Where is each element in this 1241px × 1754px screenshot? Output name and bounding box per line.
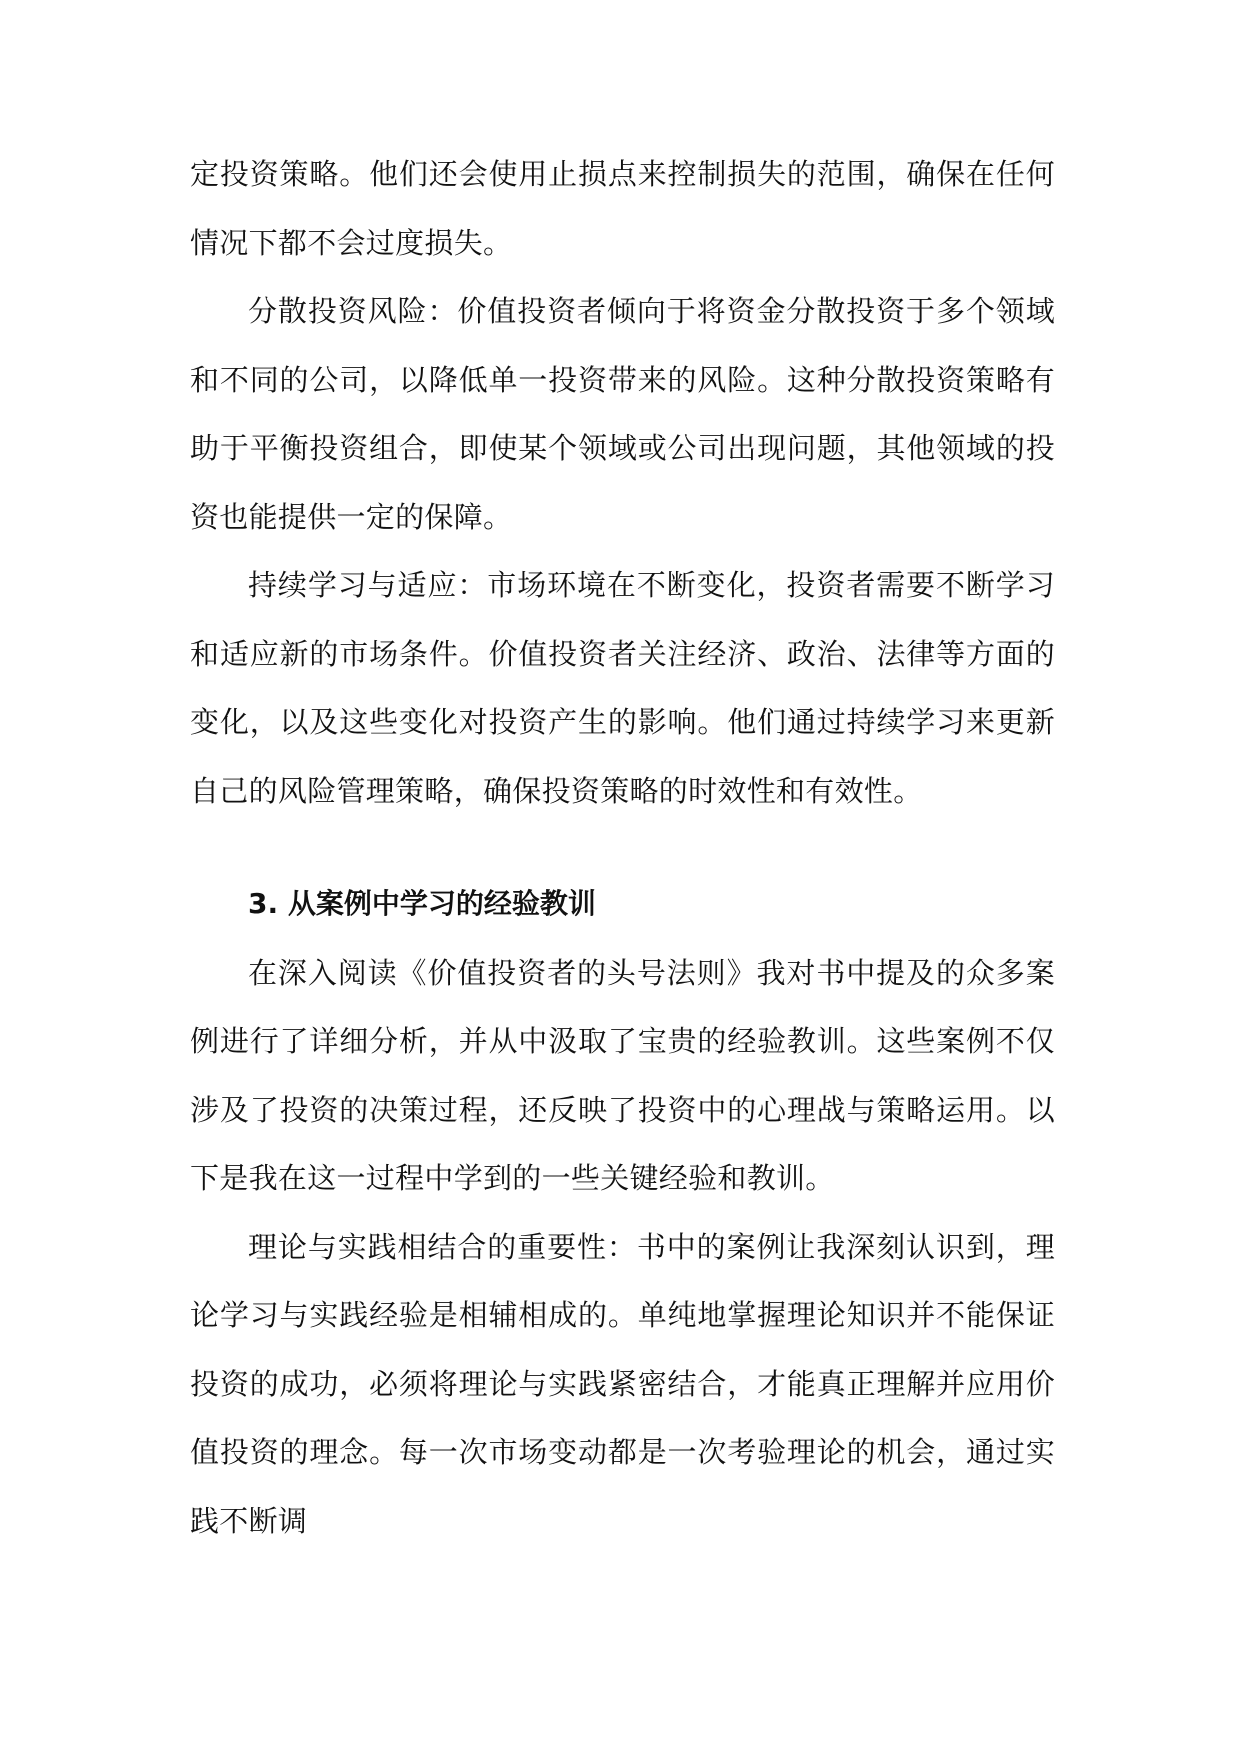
paragraph-continuous-learning: 持续学习与适应：市场环境在不断变化，投资者需要不断学习和适应新的市场条件。价值投资者关注经济、政治、法律等方面的变化，以及这些变化对投资产生的影响。他们通过持续学习来更新自己的风险管理策略，确保投资策略的时效性和有效性。 [190, 568, 1055, 808]
paragraph-continuation: 定投资策略。他们还会使用止损点来控制损失的范围，确保在任何情况下都不会过度损失。 [190, 157, 1055, 260]
section-heading: 3. 从案例中学习的经验教训 [248, 887, 596, 920]
paragraph-case-intro: 在深入阅读《价值投资者的头号法则》我对书中提及的众多案例进行了详细分析，并从中汲取了宝贵的经验教训。这些案例不仅涉及了投资的决策过程，还反映了投资中的心理战与策略运用。以下是我在这一过程中学到的一些关键经验和教训。 [190, 955, 1055, 1195]
document-body [190, 140, 1055, 1555]
paragraph-theory-practice: 理论与实践相结合的重要性：书中的案例让我深刻认识到，理论学习与实践经验是相辅相成的。单纯地掌握理论知识并不能保证投资的成功，必须将理论与实践紧密结合，才能真正理解并应用价值投资的理念。每一次市场变动都是一次考验理论的机会，通过实践不断调 [190, 1229, 1055, 1538]
paragraph-diversify-risk: 分散投资风险：价值投资者倾向于将资金分散投资于多个领域和不同的公司，以降低单一投资带来的风险。这种分散投资策略有助于平衡投资组合，即使某个领域或公司出现问题，其他领域的投资也能提供一定的保障。 [190, 294, 1055, 534]
